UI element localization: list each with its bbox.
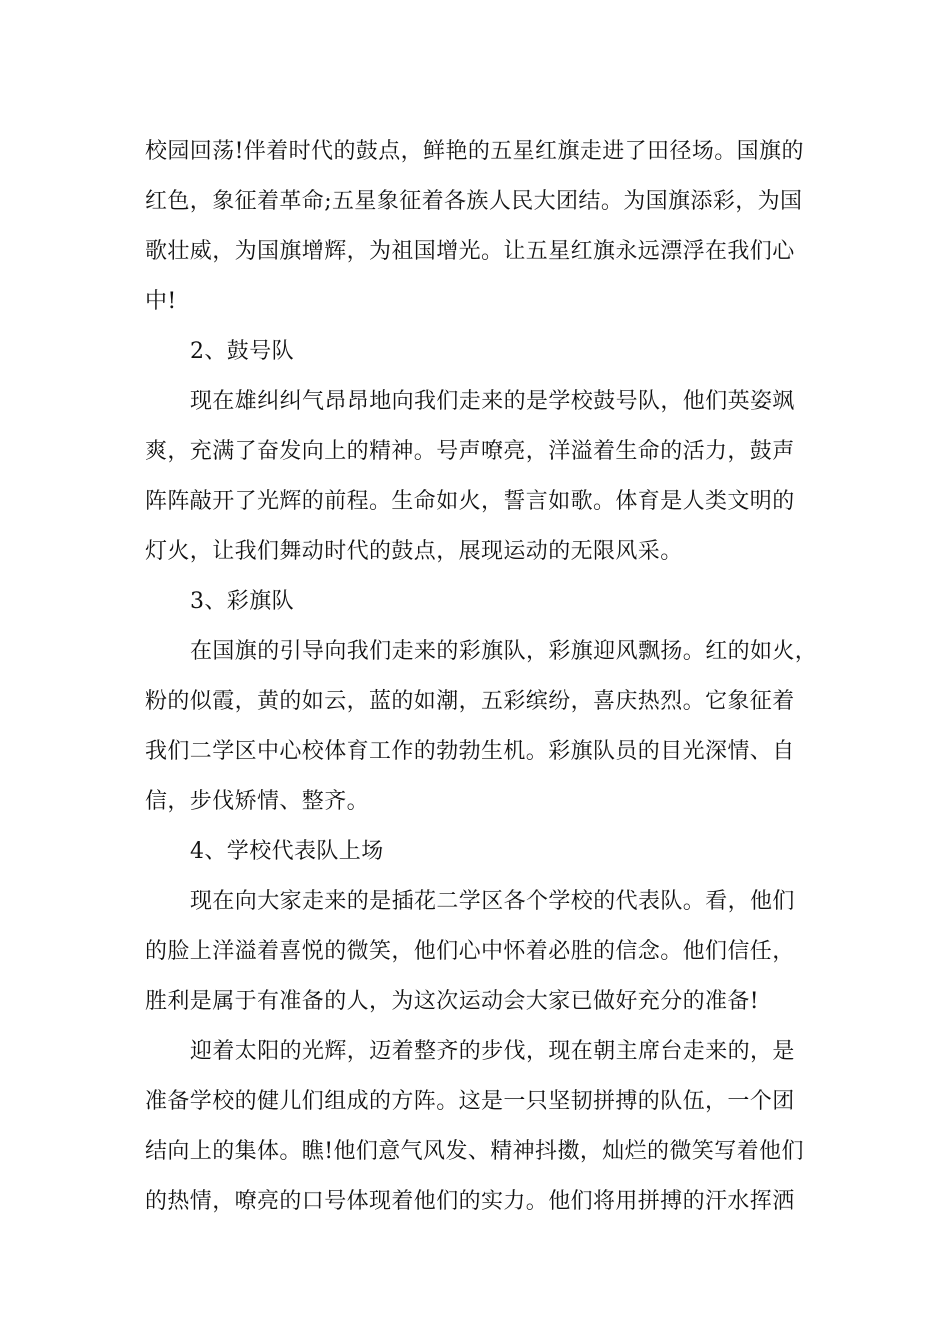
text-line: 爽，充满了奋发向上的精神。号声嘹亮，洋溢着生命的活力，鼓声 [145,439,795,464]
text-line: 歌壮威，为国旗增辉，为祖国增光。让五星红旗永远漂浮在我们心 [145,239,795,264]
text-line: 灯火，让我们舞动时代的鼓点，展现运动的无限风采。 [145,539,683,564]
text-line: 现在雄纠纠气昂昂地向我们走来的是学校鼓号队，他们英姿飒 [190,389,795,414]
text-line: 胜利是属于有准备的人，为这次运动会大家已做好充分的准备! [145,989,760,1014]
text-line: 粉的似霞，黄的如云，蓝的如潮，五彩缤纷，喜庆热烈。它象征着 [145,689,795,714]
text-line: 的脸上洋溢着喜悦的微笑，他们心中怀着必胜的信念。他们信任， [145,939,795,964]
text-line: 现在向大家走来的是插花二学区各个学校的代表队。看，他们 [190,889,795,914]
text-line: 我们二学区中心校体育工作的勃勃生机。彩旗队员的目光深情、自 [145,739,795,764]
text-line: 的热情，嘹亮的口号体现着他们的实力。他们将用拼搏的汗水挥洒 [145,1189,795,1214]
section-heading: 2、鼓号队 [190,339,294,364]
text-line: 迎着太阳的光辉，迈着整齐的步伐，现在朝主席台走来的，是 [190,1039,795,1064]
section-heading: 3、彩旗队 [190,589,294,614]
text-line: 在国旗的引导向我们走来的彩旗队，彩旗迎风飘扬。红的如火， [190,639,818,664]
text-line: 红色，象征着革命;五星象征着各族人民大团结。为国旗添彩，为国 [145,189,803,214]
text-line: 中! [145,289,177,314]
text-line: 校园回荡!伴着时代的鼓点，鲜艳的五星红旗走进了田径场。国旗的 [145,139,804,164]
text-line: 信，步伐矫情、整齐。 [145,789,370,814]
section-heading: 4、学校代表队上场 [190,839,384,864]
text-line: 结向上的集体。瞧!他们意气风发、精神抖擞，灿烂的微笑写着他们 [145,1139,804,1164]
text-line: 阵阵敲开了光辉的前程。生命如火，誓言如歌。体育是人类文明的 [145,489,795,514]
text-line: 准备学校的健儿们组成的方阵。这是一只坚韧拼搏的队伍，一个团 [145,1089,795,1114]
